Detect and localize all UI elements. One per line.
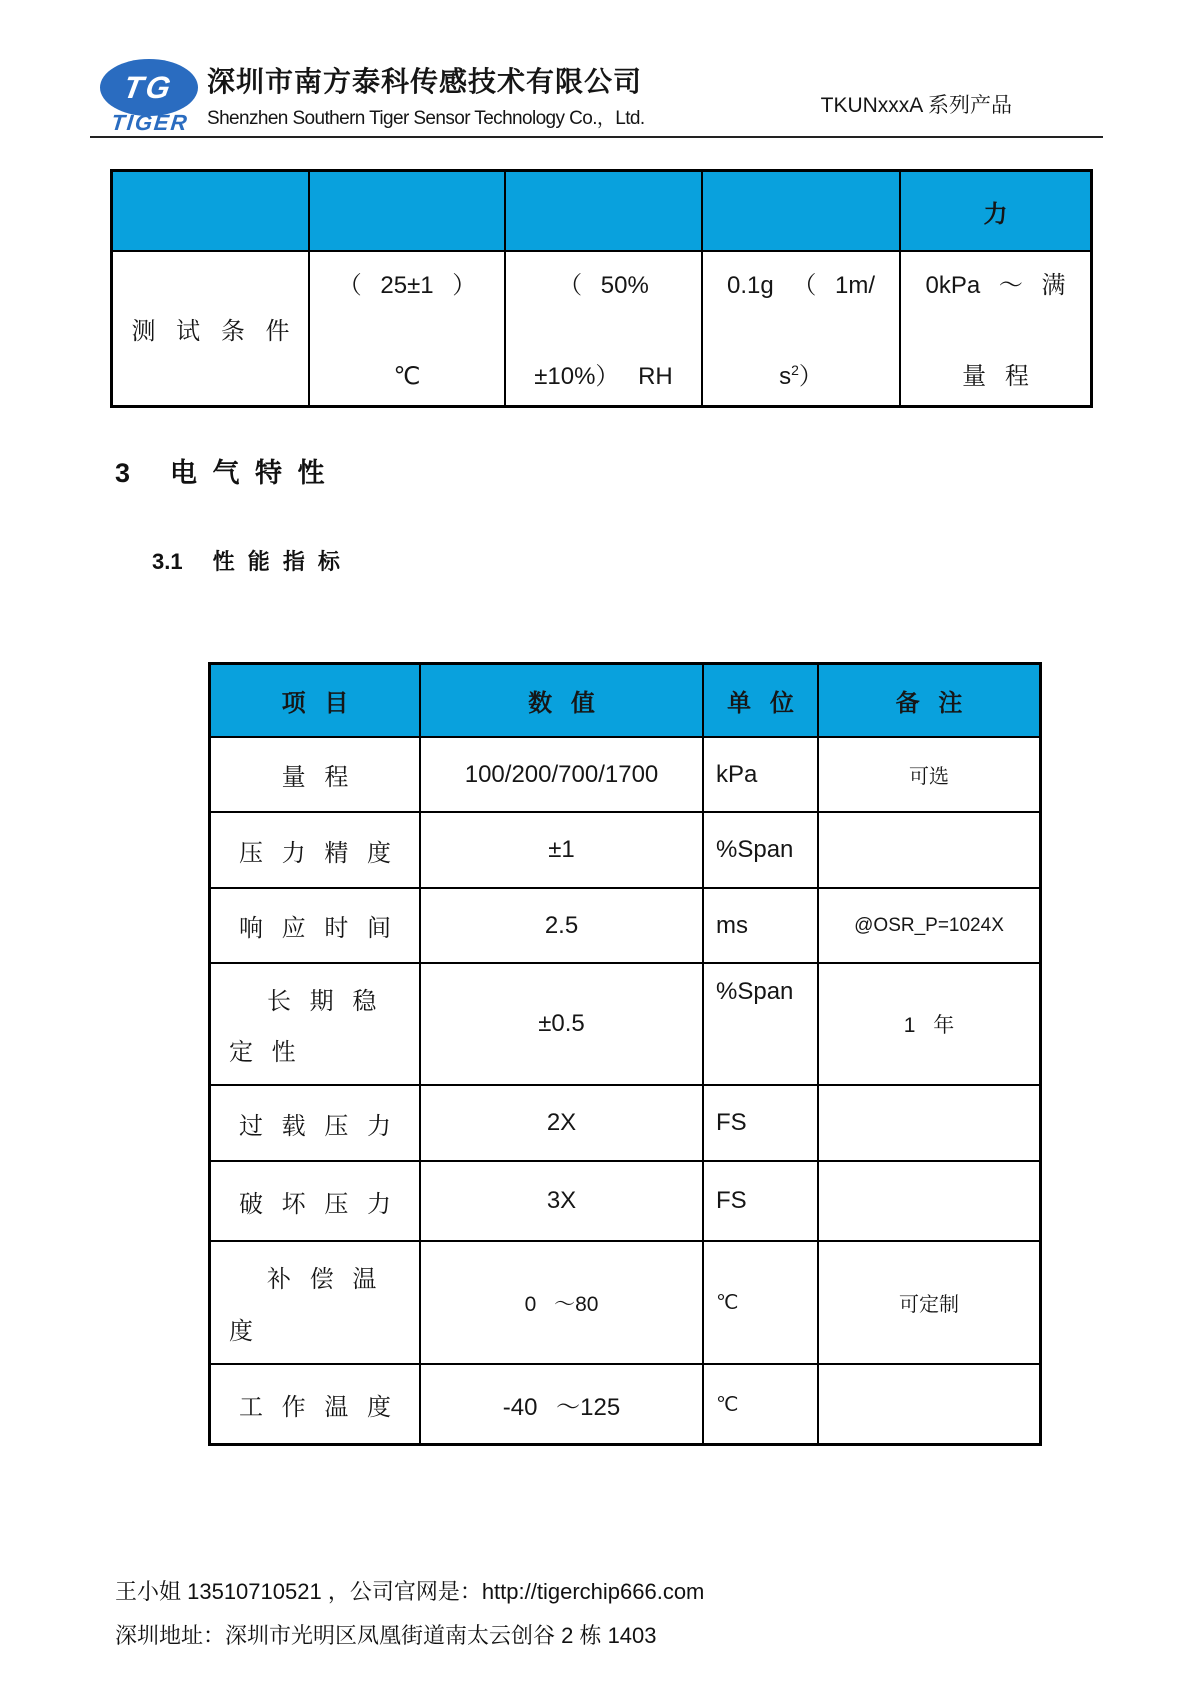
spec-note <box>819 1086 1039 1162</box>
spec-note <box>819 1162 1039 1242</box>
spec-note <box>819 813 1039 889</box>
spec-note: 1 年 <box>819 964 1039 1086</box>
cond-header-cell-pressure: 力 <box>901 172 1090 252</box>
company-name-cn: 深圳市南方泰科传感技术有限公司 <box>207 66 643 97</box>
cond-acc-line1: 0.1g （ 1m/ <box>726 272 876 299</box>
spec-value: 2X <box>421 1086 704 1162</box>
spec-col-header-note: 备 注 <box>819 665 1039 738</box>
spec-value: -40 ～125 <box>421 1365 704 1443</box>
subsection-number: 3.1 <box>152 549 183 574</box>
spec-item: 响 应 时 间 <box>211 889 421 964</box>
header-divider <box>90 136 1103 138</box>
spec-item: 量 程 <box>211 738 421 813</box>
cond-header-cell <box>506 172 703 252</box>
footer-address-line: 深圳地址：深圳市光明区凤凰街道南太云创谷 2 栋 1403 <box>115 1623 657 1648</box>
spec-unit: ℃ <box>704 1242 819 1365</box>
cond-temp-line1: （ 25±1 ） <box>337 272 477 299</box>
spec-unit: ms <box>704 889 819 964</box>
cond-cell-pressure-range <box>901 252 1090 405</box>
spec-unit: %Span <box>704 964 819 1086</box>
spec-col-header-item: 项 目 <box>211 665 421 738</box>
cond-press-line1: 0kPa ～ 满 <box>925 272 1066 299</box>
spec-note: @OSR_P=1024X <box>819 889 1039 964</box>
spec-note: 可选 <box>819 738 1039 813</box>
test-conditions-table <box>110 169 1093 408</box>
cond-row-label: 测 试 条 件 <box>113 252 310 405</box>
spec-unit: FS <box>704 1086 819 1162</box>
product-series-label: TKUNxxxA 系列产品 <box>820 94 1012 117</box>
cond-acc-line2: $s^2$） <box>779 362 823 390</box>
cond-cell-temperature <box>310 252 506 405</box>
cond-temp-line2: ℃ <box>393 363 421 390</box>
subsection-title: 性 能 指 标 <box>212 549 340 574</box>
spec-item: 长 期 稳 定 性 <box>211 964 421 1086</box>
section-number: 3 <box>115 458 131 488</box>
spec-value: 2.5 <box>421 889 704 964</box>
footer-contact-line: 王小姐 13510710521 ，公司官网是：http://tigerchip666.com <box>115 1579 705 1604</box>
spec-value: ±0.5 <box>421 964 704 1086</box>
spec-item: 破 坏 压 力 <box>211 1162 421 1242</box>
cond-cell-humidity <box>506 252 703 405</box>
spec-item: 过 载 压 力 <box>211 1086 421 1162</box>
spec-value: 3X <box>421 1162 704 1242</box>
logo-monogram: TG <box>121 70 177 105</box>
spec-value: 100/200/700/1700 <box>421 738 704 813</box>
cond-header-cell <box>113 172 310 252</box>
spec-item: 补 偿 温 度 <box>211 1242 421 1365</box>
spec-col-header-unit: 单 位 <box>704 665 819 738</box>
spec-unit: kPa <box>704 738 819 813</box>
tiger-logo-icon <box>100 59 198 116</box>
subsection-heading <box>152 545 340 576</box>
cond-cell-acceleration <box>703 252 901 405</box>
cond-header-cell <box>703 172 901 252</box>
cond-hum-line2: ±10%） RH <box>534 363 673 390</box>
spec-item: 工 作 温 度 <box>211 1365 421 1443</box>
company-name-en: Shenzhen Southern Tiger Sensor Technology Co.，Ltd. <box>207 108 645 129</box>
spec-note: 可定制 <box>819 1242 1039 1365</box>
spec-value: 0 ～80 <box>421 1242 704 1365</box>
spec-unit: %Span <box>704 813 819 889</box>
spec-item: 压 力 精 度 <box>211 813 421 889</box>
spec-col-header-value: 数 值 <box>421 665 704 738</box>
cond-header-cell <box>310 172 506 252</box>
spec-value: ±1 <box>421 813 704 889</box>
logo-word: TIGER <box>110 110 190 135</box>
performance-spec-table <box>208 662 1042 1446</box>
cond-hum-line1: （ 50% <box>558 272 649 299</box>
page-footer <box>115 1570 704 1658</box>
spec-note <box>819 1365 1039 1443</box>
section-title: 电 气 特 性 <box>170 458 325 488</box>
spec-unit: FS <box>704 1162 819 1242</box>
cond-press-line2: 量 程 <box>962 363 1029 390</box>
section-heading <box>115 451 325 490</box>
spec-unit: ℃ <box>704 1365 819 1443</box>
